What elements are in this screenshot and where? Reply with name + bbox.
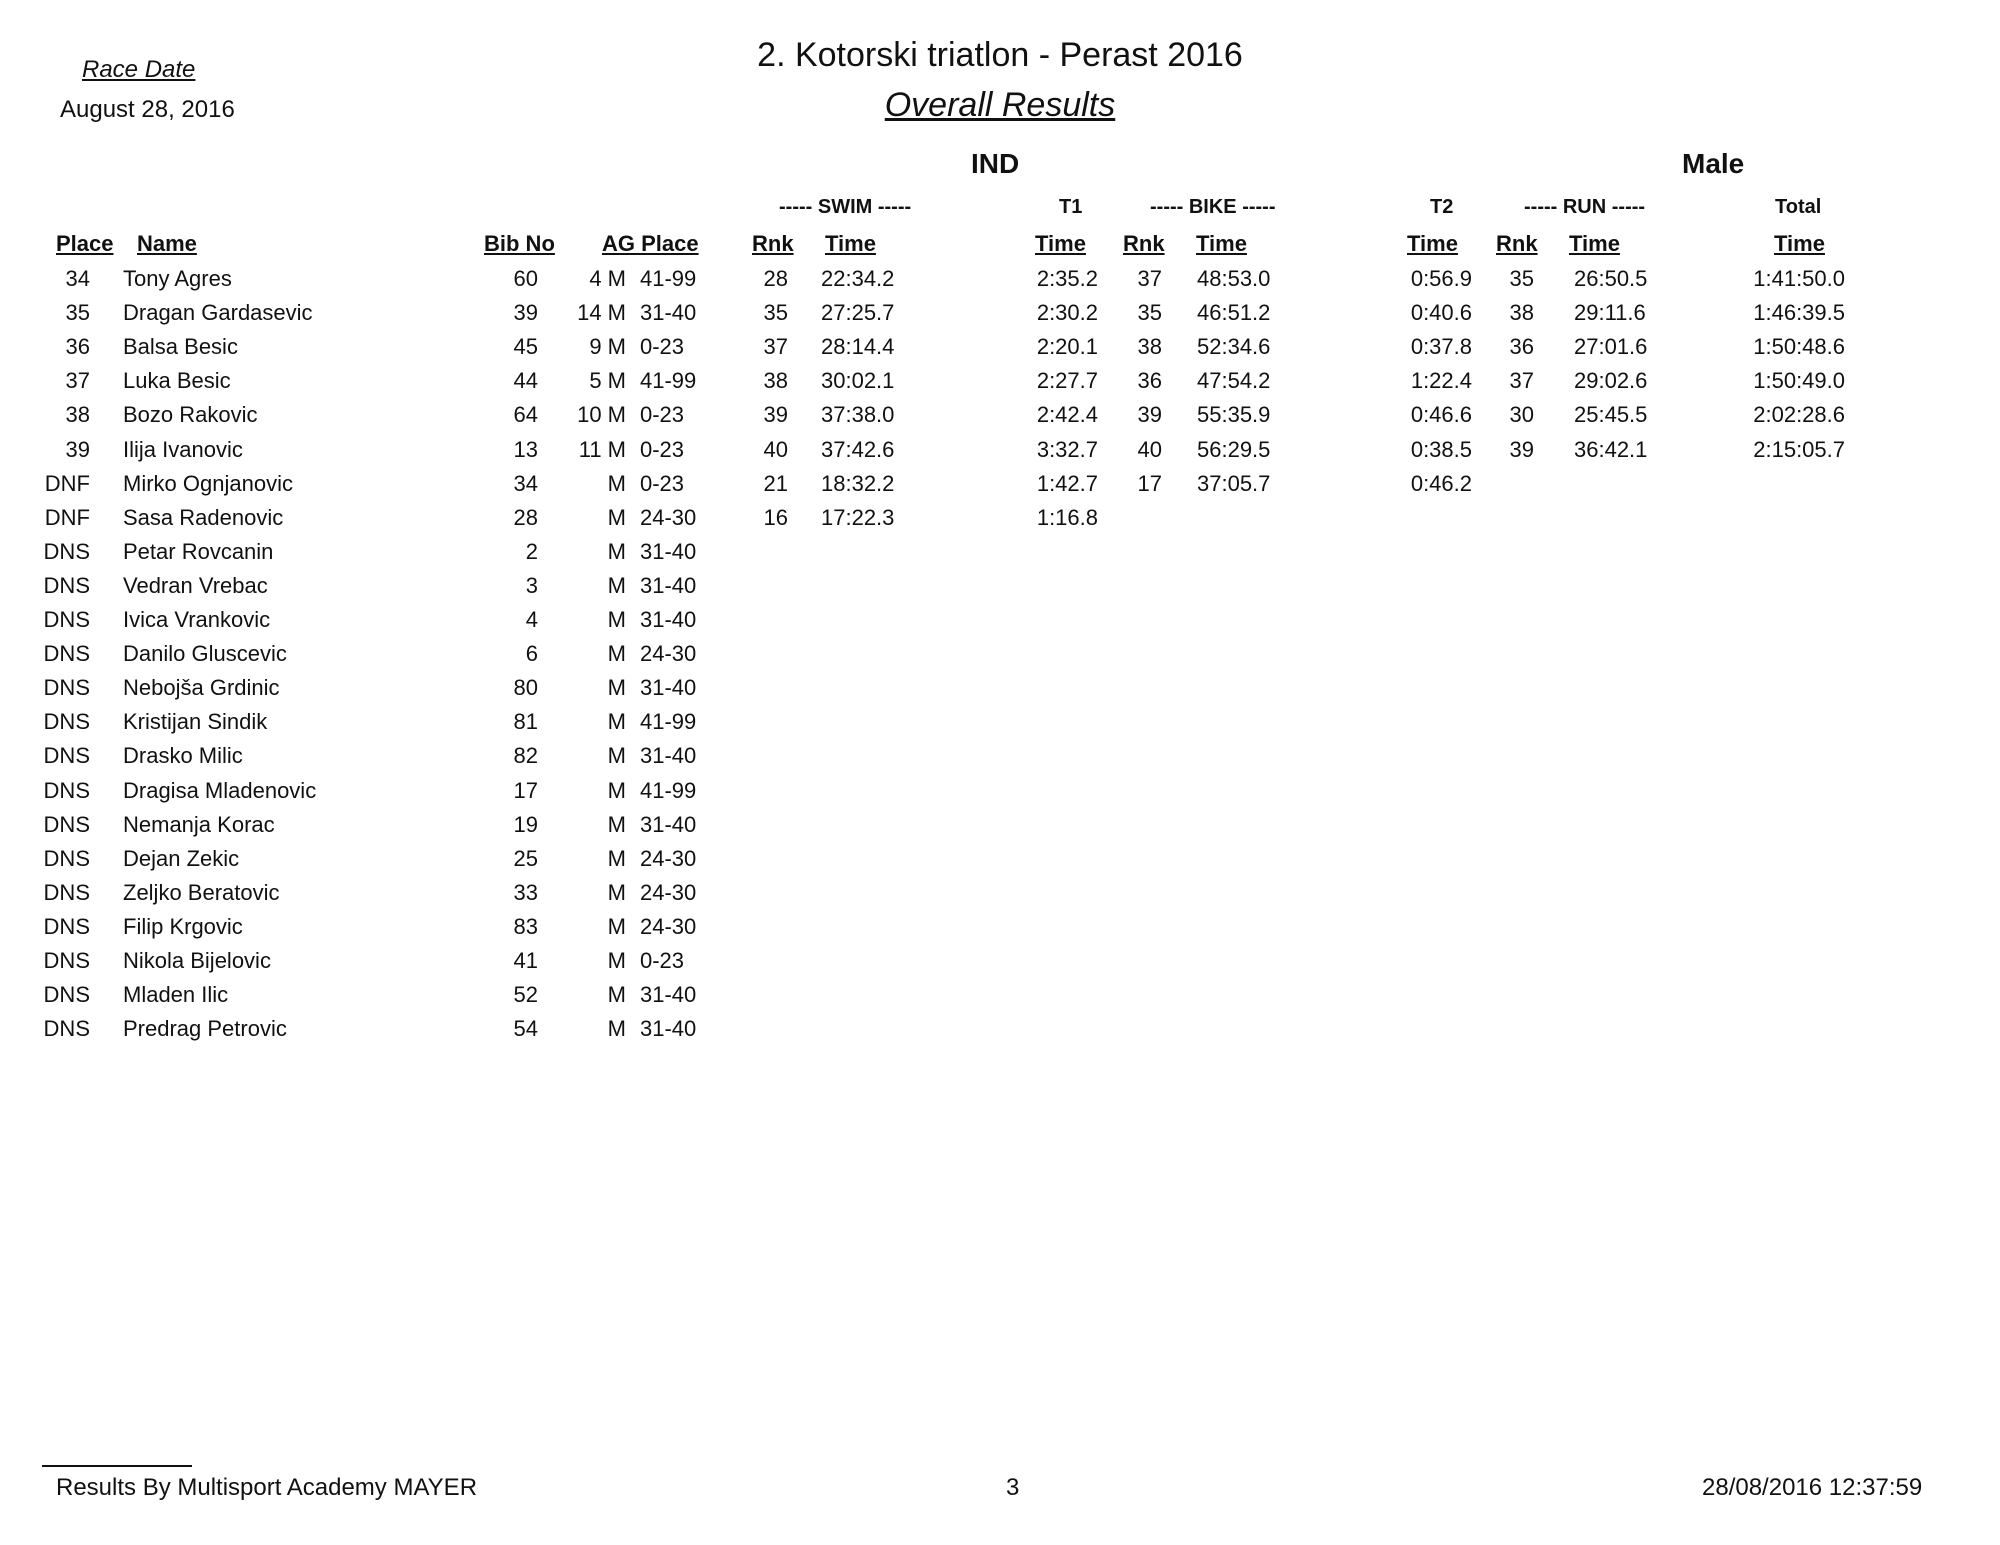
row-ag-place: M bbox=[607, 504, 626, 530]
row-name: Nebojša Grdinic bbox=[123, 675, 280, 701]
row-place: DNS bbox=[43, 777, 90, 803]
row-t2-time: 0:40.6 bbox=[1410, 300, 1472, 326]
footer-divider bbox=[42, 1465, 192, 1467]
row-place: 35 bbox=[65, 300, 90, 326]
row-ag-group: 31-40 bbox=[640, 1016, 697, 1042]
row-bib: 44 bbox=[513, 368, 538, 394]
row-swim-rnk: 28 bbox=[763, 266, 788, 291]
row-t1-time: 3:32.7 bbox=[1036, 436, 1098, 462]
row-ag-place: 14 M bbox=[577, 300, 626, 326]
row-name: Sasa Radenovic bbox=[123, 504, 284, 530]
table-row bbox=[0, 300, 2000, 334]
row-place: DNS bbox=[43, 982, 90, 1008]
table-row bbox=[0, 437, 2000, 471]
row-ag-group: 31-40 bbox=[640, 607, 697, 632]
row-bike-time: 52:34.6 bbox=[1197, 334, 1271, 360]
col-swim-time: Time bbox=[825, 231, 876, 256]
row-swim-rnk: 40 bbox=[763, 436, 788, 462]
row-name: Dragisa Mladenovic bbox=[123, 777, 317, 803]
row-ag-place: M bbox=[607, 572, 626, 598]
row-ag-place: M bbox=[607, 777, 626, 803]
row-t1-time: 2:42.4 bbox=[1036, 402, 1098, 428]
group-t2: T2 bbox=[1430, 196, 1454, 218]
table-row bbox=[0, 812, 2000, 846]
page-subtitle: Overall Results bbox=[884, 86, 1116, 124]
col-ag-place: AG Place bbox=[602, 231, 699, 256]
row-ag-place: M bbox=[607, 538, 626, 564]
row-place: DNS bbox=[43, 811, 90, 837]
row-swim-time: 37:38.0 bbox=[821, 402, 895, 428]
table-row bbox=[0, 778, 2000, 812]
col-t2-time: Time bbox=[1407, 231, 1458, 256]
row-ag-group: 31-40 bbox=[640, 675, 697, 701]
col-swim-rnk: Rnk bbox=[752, 231, 794, 256]
row-swim-time: 22:34.2 bbox=[821, 266, 895, 291]
table-row bbox=[0, 368, 2000, 402]
row-run-time: 27:01.6 bbox=[1574, 334, 1648, 360]
table-row bbox=[0, 914, 2000, 948]
table-row bbox=[0, 846, 2000, 880]
table-row bbox=[0, 539, 2000, 573]
row-name: Ivica Vrankovic bbox=[123, 607, 271, 632]
row-swim-time: 28:14.4 bbox=[821, 334, 895, 360]
row-bib: 25 bbox=[513, 845, 538, 871]
group-swim: ----- SWIM ----- bbox=[779, 196, 912, 218]
row-bib: 64 bbox=[513, 402, 538, 428]
col-bike-rnk: Rnk bbox=[1123, 231, 1165, 256]
row-swim-rnk: 21 bbox=[763, 470, 788, 496]
row-bib: 60 bbox=[513, 266, 538, 291]
row-bike-time: 37:05.7 bbox=[1197, 470, 1271, 496]
row-ag-group: 31-40 bbox=[640, 300, 697, 326]
row-swim-rnk: 35 bbox=[763, 300, 788, 326]
row-name: Filip Krgovic bbox=[123, 913, 243, 939]
table-row bbox=[0, 641, 2000, 675]
row-swim-time: 30:02.1 bbox=[821, 368, 895, 394]
row-run-rnk: 38 bbox=[1509, 300, 1534, 326]
row-t2-time: 0:46.6 bbox=[1410, 402, 1472, 428]
col-bib: Bib No bbox=[484, 231, 555, 256]
row-ag-place: M bbox=[607, 948, 626, 973]
row-name: Vedran Vrebac bbox=[123, 572, 268, 598]
row-place: DNS bbox=[43, 948, 90, 973]
row-t2-time: 0:46.2 bbox=[1410, 470, 1472, 496]
row-bike-rnk: 39 bbox=[1137, 402, 1162, 428]
row-ag-place: M bbox=[607, 675, 626, 701]
row-name: Kristijan Sindik bbox=[123, 709, 268, 735]
row-name: Petar Rovcanin bbox=[123, 538, 274, 564]
row-total-time: 1:41:50.0 bbox=[1753, 266, 1845, 291]
page-number: 3 bbox=[1006, 1474, 1020, 1501]
row-ag-place: 10 M bbox=[577, 402, 626, 428]
row-t1-time: 2:27.7 bbox=[1036, 368, 1098, 394]
row-bib: 45 bbox=[513, 334, 538, 360]
row-bib: 34 bbox=[513, 470, 538, 496]
row-total-time: 1:46:39.5 bbox=[1753, 300, 1845, 326]
row-name: Predrag Petrovic bbox=[123, 1016, 287, 1042]
row-t2-time: 0:38.5 bbox=[1410, 436, 1472, 462]
row-name: Luka Besic bbox=[123, 368, 231, 394]
row-name: Nikola Bijelovic bbox=[123, 948, 271, 973]
row-name: Tony Agres bbox=[123, 266, 232, 291]
group-t1: T1 bbox=[1059, 196, 1083, 218]
table-row bbox=[0, 709, 2000, 743]
row-place: 36 bbox=[65, 334, 90, 360]
row-place: 37 bbox=[65, 368, 90, 394]
table-row bbox=[0, 675, 2000, 709]
row-ag-place: 4 M bbox=[589, 266, 626, 291]
row-bib: 2 bbox=[525, 538, 538, 564]
row-place: DNS bbox=[43, 675, 90, 701]
row-bib: 17 bbox=[513, 777, 538, 803]
row-ag-group: 24-30 bbox=[640, 879, 697, 905]
row-place: DNS bbox=[43, 572, 90, 598]
row-swim-rnk: 37 bbox=[763, 334, 788, 360]
group-total: Total bbox=[1775, 196, 1822, 218]
row-ag-place: M bbox=[607, 743, 626, 769]
row-swim-time: 18:32.2 bbox=[821, 470, 895, 496]
row-ag-place: 5 M bbox=[589, 368, 626, 394]
row-swim-rnk: 16 bbox=[763, 504, 788, 530]
row-ag-place: M bbox=[607, 470, 626, 496]
table-row bbox=[0, 982, 2000, 1016]
row-run-time: 29:11.6 bbox=[1574, 300, 1646, 326]
row-ag-place: M bbox=[607, 1016, 626, 1042]
table-row bbox=[0, 505, 2000, 539]
row-ag-group: 24-30 bbox=[640, 641, 697, 667]
row-t1-time: 2:35.2 bbox=[1036, 266, 1098, 291]
row-run-rnk: 39 bbox=[1509, 436, 1534, 462]
row-place: DNS bbox=[43, 913, 90, 939]
col-bike-time: Time bbox=[1196, 231, 1247, 256]
row-place: DNS bbox=[43, 743, 90, 769]
row-name: Drasko Milic bbox=[123, 743, 243, 769]
table-row bbox=[0, 607, 2000, 641]
row-total-time: 2:15:05.7 bbox=[1753, 436, 1845, 462]
footer-timestamp: 28/08/2016 12:37:59 bbox=[1702, 1474, 1923, 1501]
row-bib: 41 bbox=[513, 948, 538, 973]
row-bib: 6 bbox=[525, 641, 538, 667]
row-place: 38 bbox=[65, 402, 90, 428]
row-ag-group: 41-99 bbox=[640, 709, 697, 735]
row-run-rnk: 37 bbox=[1509, 368, 1534, 394]
row-ag-group: 0-23 bbox=[640, 948, 685, 973]
group-bike: ----- BIKE ----- bbox=[1150, 196, 1276, 218]
row-name: Ilija Ivanovic bbox=[123, 436, 243, 462]
row-ag-group: 31-40 bbox=[640, 811, 697, 837]
table-row bbox=[0, 334, 2000, 368]
row-ag-group: 31-40 bbox=[640, 572, 697, 598]
row-run-rnk: 35 bbox=[1509, 266, 1534, 291]
row-place: DNS bbox=[43, 709, 90, 735]
category-male: Male bbox=[1682, 148, 1745, 179]
row-bib: 80 bbox=[513, 675, 538, 701]
row-ag-group: 0-23 bbox=[640, 334, 685, 360]
row-swim-time: 17:22.3 bbox=[821, 504, 895, 530]
row-total-time: 1:50:49.0 bbox=[1753, 368, 1845, 394]
row-bike-time: 48:53.0 bbox=[1197, 266, 1271, 291]
row-name: Zeljko Beratovic bbox=[123, 879, 280, 905]
row-ag-place: M bbox=[607, 879, 626, 905]
row-name: Nemanja Korac bbox=[123, 811, 275, 837]
row-place: DNF bbox=[44, 470, 90, 496]
row-bike-rnk: 36 bbox=[1137, 368, 1162, 394]
page-title: 2. Kotorski triatlon - Perast 2016 bbox=[757, 36, 1243, 74]
row-bib: 28 bbox=[513, 504, 538, 530]
row-t1-time: 2:20.1 bbox=[1036, 334, 1098, 360]
col-run-rnk: Rnk bbox=[1496, 231, 1538, 256]
row-ag-place: 11 M bbox=[578, 436, 626, 462]
row-bike-time: 47:54.2 bbox=[1197, 368, 1271, 394]
row-bike-rnk: 17 bbox=[1137, 470, 1162, 496]
row-bib: 19 bbox=[513, 811, 538, 837]
row-place: 34 bbox=[65, 266, 90, 291]
row-bib: 54 bbox=[513, 1016, 538, 1042]
col-name: Name bbox=[137, 231, 197, 256]
row-ag-place: M bbox=[607, 607, 626, 632]
row-bike-time: 55:35.9 bbox=[1197, 402, 1271, 428]
row-ag-place: M bbox=[607, 641, 626, 667]
row-name: Mladen Ilic bbox=[123, 982, 229, 1008]
row-swim-time: 27:25.7 bbox=[821, 300, 895, 326]
row-ag-place: M bbox=[607, 709, 626, 735]
row-t1-time: 1:16.8 bbox=[1036, 504, 1098, 530]
row-ag-group: 31-40 bbox=[640, 982, 697, 1008]
row-ag-place: M bbox=[607, 845, 626, 871]
row-bib: 13 bbox=[513, 436, 538, 462]
table-row bbox=[0, 948, 2000, 982]
row-total-time: 2:02:28.6 bbox=[1753, 402, 1845, 428]
col-t1-time: Time bbox=[1035, 231, 1086, 256]
row-ag-group: 24-30 bbox=[640, 845, 697, 871]
row-place: DNS bbox=[43, 538, 90, 564]
row-ag-place: M bbox=[607, 913, 626, 939]
table-row bbox=[0, 1016, 2000, 1050]
row-ag-group: 24-30 bbox=[640, 913, 697, 939]
table-row bbox=[0, 573, 2000, 607]
row-bike-rnk: 37 bbox=[1137, 266, 1162, 291]
row-place: DNF bbox=[44, 504, 90, 530]
row-bib: 52 bbox=[513, 982, 538, 1008]
row-bib: 3 bbox=[525, 572, 538, 598]
row-ag-group: 31-40 bbox=[640, 743, 697, 769]
row-place: DNS bbox=[43, 845, 90, 871]
row-run-time: 36:42.1 bbox=[1574, 436, 1648, 462]
row-bike-rnk: 40 bbox=[1137, 436, 1162, 462]
row-swim-rnk: 39 bbox=[763, 402, 788, 428]
row-place: 39 bbox=[65, 436, 90, 462]
table-row bbox=[0, 402, 2000, 436]
row-name: Bozo Rakovic bbox=[123, 402, 258, 428]
row-place: DNS bbox=[43, 1016, 90, 1042]
row-run-rnk: 36 bbox=[1509, 334, 1534, 360]
row-ag-group: 41-99 bbox=[640, 777, 697, 803]
row-bib: 81 bbox=[513, 709, 538, 735]
row-bike-rnk: 35 bbox=[1137, 300, 1162, 326]
footer-credit: Results By Multisport Academy MAYER bbox=[56, 1474, 478, 1501]
row-bib: 83 bbox=[513, 913, 538, 939]
row-ag-group: 31-40 bbox=[640, 538, 697, 564]
row-t2-time: 0:37.8 bbox=[1410, 334, 1472, 360]
row-bib: 33 bbox=[513, 879, 538, 905]
row-swim-time: 37:42.6 bbox=[821, 436, 895, 462]
row-t1-time: 1:42.7 bbox=[1036, 470, 1098, 496]
row-place: DNS bbox=[43, 879, 90, 905]
row-t2-time: 1:22.4 bbox=[1410, 368, 1472, 394]
col-place: Place bbox=[56, 231, 114, 256]
row-ag-place: M bbox=[607, 811, 626, 837]
row-ag-group: 0-23 bbox=[640, 402, 685, 428]
race-date-label: Race Date bbox=[82, 56, 196, 83]
table-row bbox=[0, 743, 2000, 777]
row-total-time: 1:50:48.6 bbox=[1753, 334, 1845, 360]
table-row bbox=[0, 880, 2000, 914]
category-ind: IND bbox=[971, 148, 1020, 179]
row-ag-group: 41-99 bbox=[640, 368, 697, 394]
row-name: Balsa Besic bbox=[123, 334, 238, 360]
row-bike-time: 46:51.2 bbox=[1197, 300, 1271, 326]
row-run-time: 25:45.5 bbox=[1574, 402, 1648, 428]
row-run-time: 29:02.6 bbox=[1574, 368, 1648, 394]
col-run-time: Time bbox=[1569, 231, 1620, 256]
row-name: Mirko Ognjanovic bbox=[123, 470, 293, 496]
group-run: ----- RUN ----- bbox=[1524, 196, 1646, 218]
row-run-time: 26:50.5 bbox=[1574, 266, 1648, 291]
row-bib: 4 bbox=[525, 607, 538, 632]
row-swim-rnk: 38 bbox=[763, 368, 788, 394]
row-name: Dejan Zekic bbox=[123, 845, 240, 871]
row-t2-time: 0:56.9 bbox=[1410, 266, 1472, 291]
row-t1-time: 2:30.2 bbox=[1036, 300, 1098, 326]
table-row bbox=[0, 471, 2000, 505]
row-ag-group: 0-23 bbox=[640, 470, 685, 496]
row-place: DNS bbox=[43, 641, 90, 667]
row-ag-group: 24-30 bbox=[640, 504, 697, 530]
row-place: DNS bbox=[43, 607, 90, 632]
row-name: Danilo Gluscevic bbox=[123, 641, 287, 667]
row-ag-place: M bbox=[607, 982, 626, 1008]
row-bike-time: 56:29.5 bbox=[1197, 436, 1271, 462]
row-bib: 82 bbox=[513, 743, 538, 769]
row-run-rnk: 30 bbox=[1509, 402, 1534, 428]
row-name: Dragan Gardasevic bbox=[123, 300, 313, 326]
col-total-time: Time bbox=[1774, 231, 1825, 256]
row-ag-group: 0-23 bbox=[640, 436, 685, 462]
race-date: August 28, 2016 bbox=[60, 96, 235, 123]
row-ag-group: 41-99 bbox=[640, 266, 697, 291]
row-ag-place: 9 M bbox=[589, 334, 626, 360]
row-bike-rnk: 38 bbox=[1137, 334, 1162, 360]
row-bib: 39 bbox=[513, 300, 538, 326]
table-row bbox=[0, 266, 2000, 300]
